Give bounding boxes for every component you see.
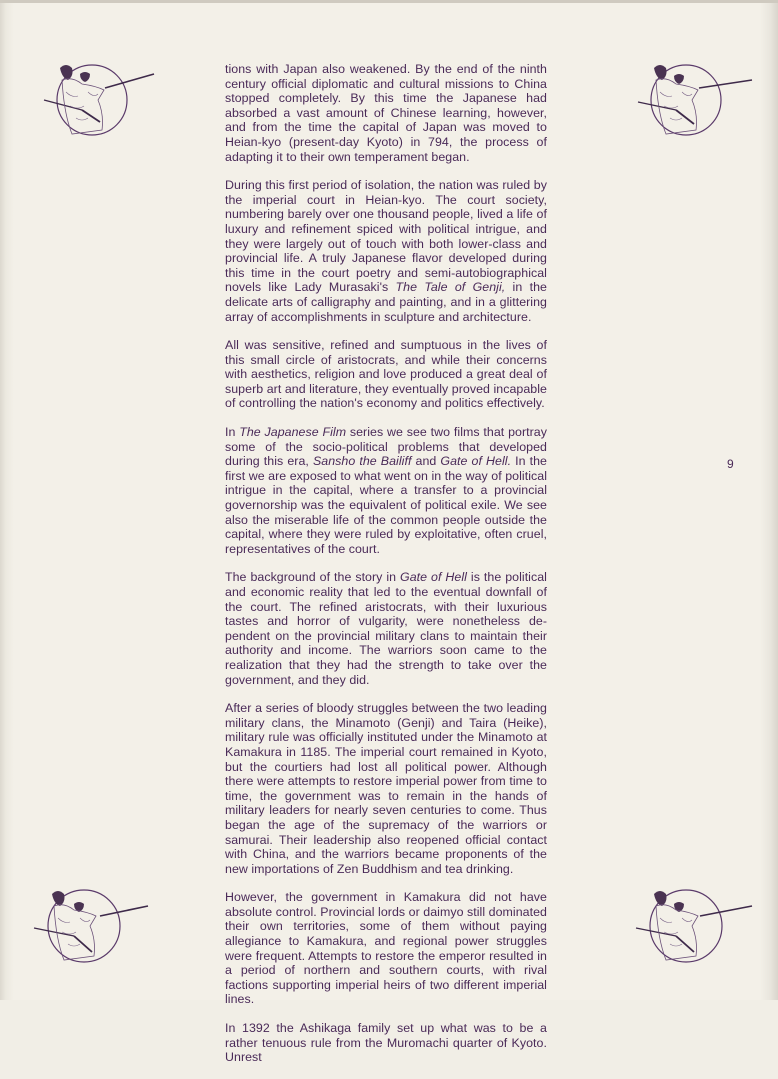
body-text-column: [225, 62, 547, 1079]
samurai-illustration-icon: [30, 52, 160, 142]
paragraph-text: All was sensitive, refined and sumptuous in the lives of this small circle of aristocrats, and while their concerns with aesthetics, religion and love produced a great deal of superb art and literature, they eventually proved incapable of controlling the nation's economy and politics effectively.: [225, 338, 547, 411]
samurai-illustration-icon: [634, 876, 764, 966]
samurai-emblem-icon: [22, 876, 152, 966]
page-edge-shadow: [0, 0, 778, 3]
paragraph-text: series we see two films that portray some of the socio-political problems that developed during this era,: [225, 425, 547, 469]
paragraph-text: In 1392 the Ashikaga family set up what was to be a rather tenuous rule from the Muromachi quarter of Kyoto. Unrest: [225, 1021, 547, 1065]
paragraph: [225, 338, 547, 411]
paragraph: [225, 701, 547, 876]
paragraph-text: tions with Japan also weakened. By the end of the ninth century official diplomatic and cultural missions to China stopped completely. By this time the Japanese had absorbed a vast amount of Chinese learning, however, and from the time the capital of Japan was moved to Heian-kyo (present-day Kyoto) in 794, the process of adapting it to their own temperament began.: [225, 62, 547, 164]
page-number: 9: [727, 457, 734, 471]
paragraph-text: in the delicate arts of calligraphy and painting, and in a glittering array of accomplishments in sculpture and architecture.: [225, 280, 547, 324]
paragraph: [225, 178, 547, 324]
paragraph-text: and: [411, 454, 441, 469]
paragraph: [225, 62, 547, 164]
paragraph: [225, 890, 547, 1007]
samurai-emblem-icon: [30, 52, 160, 142]
italic-title-text: Sansho the Bailiff: [312, 454, 412, 469]
paragraph-text: In the first we are exposed to what went on in the way of political intrigue in the capital, where a transfer to a provincial governorship was the equivalent of political exile. We see also the miserable life of the common people outside the capital, where they were ruled by exploitative, often cruel, representatives of the court.: [225, 454, 547, 556]
samurai-emblem-icon: [634, 876, 764, 966]
italic-title-text: The Japanese Film: [239, 425, 347, 440]
italic-title-text: Gate of Hell: [400, 570, 467, 585]
paragraph-text: The background of the story in: [225, 570, 401, 585]
paragraph-text: After a series of bloody struggles between the two leading military clans, the Minamoto (Genji) and Taira (Heike), military rule was officially instituted under the Minamoto at Kamakura in 1185. The imperial court remained in Kyoto, but the courtiers had lost all political power. Although there were attempts to restore imperial power from time to time, the government was to remain in the hands of military leaders for nearly seven centuries to come. Thus began the age of the supremacy of the warriors or samurai. Their leadership also reopened official contact with China, and the warriors became proponents of the new importations of Zen Buddhism and tea drinking.: [225, 701, 547, 876]
paragraph: [225, 425, 547, 556]
paragraph-text: However, the government in Kamakura did not have absolute control. Provincial lords or daimyo still dominated their own territories, some of them without paying allegiance to Kamakura, and regional power struggles were frequent. Attempts to restore the emperor resulted in a period of northern and southern courts, with rival factions supporting imperial heirs of two different imperial lines.: [225, 890, 547, 1007]
paragraph-text: During this first period of isolation, the nation was ruled by the imperial court in Heian-kyo. The court society, numbering barely over one thousand people, lived a life of luxury and refinement spiced with political intrigue, and they were largely out of touch with both lower-class and provincial life. A truly Japanese flavor developed during this time in the court poetry and semi-autobiographical novels like Lady Murasaki's: [225, 178, 547, 295]
italic-title-text: The Tale of Genji,: [395, 280, 506, 295]
italic-title-text: Gate of Hell.: [440, 454, 512, 469]
samurai-illustration-icon: [22, 876, 152, 966]
samurai-illustration-icon: [634, 52, 764, 142]
paragraph: [225, 570, 547, 687]
paragraph-text: In: [225, 425, 240, 440]
samurai-emblem-icon: [634, 52, 764, 142]
paragraph: [225, 1021, 547, 1065]
paragraph-text: is the political and economic reality that led to the eventual downfall of the court. The refined aristocrats, with their luxurious tastes and horror of vulgarity, were nonetheless dependent on the provincial military clans to maintain their authority and income. The warriors soon came to the realization that they had the strength to take over the government, and they did.: [225, 570, 547, 687]
